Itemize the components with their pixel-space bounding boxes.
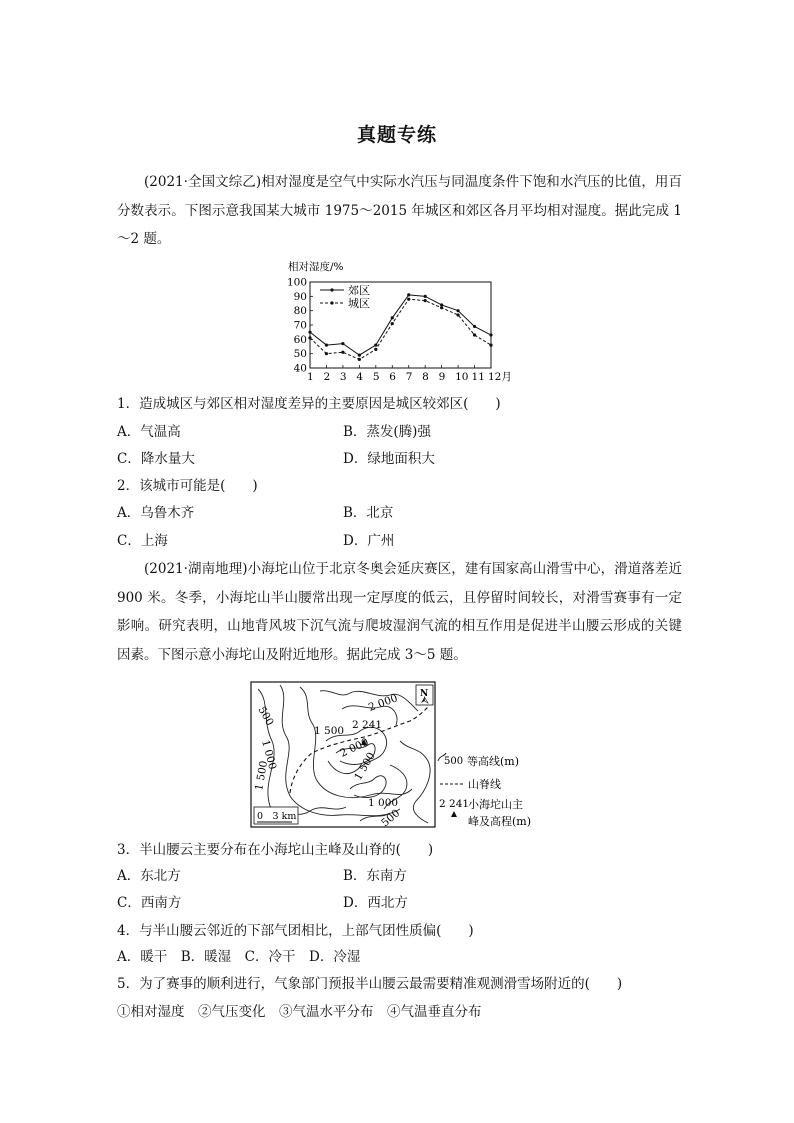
legend-contour-text: 等高线(m) [467,755,520,768]
x-tick-label: 2 [323,371,331,383]
question-2-stem: 该城市可能是( ) [139,478,258,494]
map-contour-label-5: 1 000 [368,797,399,809]
x-tick-label: 5 [372,371,380,383]
chart-ylabel: 相对湿度/% [288,261,344,273]
north-label: N [420,689,429,699]
question-5-stem: 为了赛事的顺利进行，气象部门预报半山腰云最需要精准观测滑雪场附近的( ) [139,976,623,992]
x-tick-label: 4 [356,371,364,383]
legend-peak-value: 2 241 [439,798,470,810]
question-3-option-b[interactable]: B．东南方 [343,868,407,884]
question-5-number: 5． [117,976,140,992]
series-2-point [473,333,476,336]
x-tick-label: 8 [422,371,429,383]
question-1-number: 1． [117,396,140,412]
x-tick-label: 1 [307,371,314,383]
y-tick-label: 70 [293,319,307,332]
series-1-point [391,316,394,319]
legend-label-2: 城区 [348,297,370,310]
page-title: 真题专练 [356,124,437,146]
question-1 [117,394,501,414]
legend-label-1: 郊区 [348,284,370,297]
series-1-point [424,295,427,298]
legend-peak-text-1: 小海坨山主 [468,798,523,811]
series-line-2 [310,299,491,359]
x-tick-label: 3 [339,371,347,383]
question-3-option-d[interactable]: D．西北方 [343,895,408,911]
y-tick-label: 80 [293,305,307,318]
series-2-point [341,351,344,354]
series-2-point [391,322,394,325]
y-tick-label: 50 [293,348,307,361]
topographic-map [250,681,550,831]
y-tick-label: 100 [286,276,307,289]
question-2-number: 2． [117,478,140,494]
series-1-point [456,309,459,312]
series-1-point [325,343,328,346]
series-2-point [424,299,427,302]
series-2-point [456,313,459,316]
question-2-option-d[interactable]: D．广州 [343,533,395,549]
question-3-option-a[interactable]: A．东北方 [117,868,181,884]
series-1-point [440,303,443,306]
intro-paragraph-1: (2021·全国文综乙)相对湿度是空气中实际水汽压与同温度条件下饱和水汽压的比值，用百分数表示。下图示意我国某大城市 1975～2015 年城区和郊区各月平均相对湿度。据此完成 1～2 题。 [117,174,682,247]
question-1-option-d[interactable]: D．绿地面积大 [343,451,435,467]
map-legend [438,753,531,828]
x-tick-label: 6 [389,371,396,383]
legend-peak-icon [451,811,457,817]
series-2-point [325,352,328,355]
x-tick-label: 9 [438,371,446,383]
question-3-option-c[interactable]: C．西南方 [117,895,182,911]
map-contour-label-9: 500 [379,807,403,830]
map-contour-label-8: 500 [255,704,276,728]
question-2-option-c[interactable]: C．上海 [117,533,168,549]
humidity-line-chart [270,258,520,388]
series-2-point [489,343,492,346]
question-1-option-c[interactable]: C．降水量大 [117,451,195,467]
question-1-stem: 造成城区与郊区相对湿度差异的主要原因是城区较郊区( ) [139,396,501,412]
intro-paragraph-2: (2021·湖南地理)小海坨山位于北京冬奥会延庆赛区，建有国家高山滑雪中心，滑道落差近 900 米。冬季，小海坨山半山腰常出现一定厚度的低云，且停留时间较长，对滑雪赛事有一定影响。研究表明，山地背风坡下沉气流与爬坡湿润气流的相互作用是促进半山腰云形成的关键因素。下图示意小海坨山及附近地形。据此完成 3～5 题。 [117,561,682,663]
map-contour-label-1: 2 000 [366,692,400,714]
series-1-point [407,293,410,296]
question-5 [117,974,622,994]
series-1-point [358,354,361,357]
legend-ridge-text: 山脊线 [468,778,501,791]
legend-marker-2 [330,301,333,304]
series-line-1 [310,295,491,355]
series-1-point [341,342,344,345]
series-2-point [407,298,410,301]
question-4 [117,921,474,941]
series-2-point [308,336,311,339]
legend-contour-sample: 500 [444,756,464,767]
question-4-stem: 与半山腰云邻近的下部气团相比，上部气团性质偏( ) [139,923,474,939]
question-2 [117,476,258,496]
map-label-peak: 2 241 [352,719,383,731]
question-1-option-b[interactable]: B．蒸发(腾)强 [343,424,431,440]
x-tick-label: 11 [471,371,485,383]
y-tick-label: 60 [293,333,307,346]
map-contour-label-6: 1 000 [259,738,279,771]
map-contour-label-3: 2 000 [338,736,371,760]
map-contour-label-2: 1 500 [314,725,345,737]
question-4-options[interactable]: A．暖干 B．暖湿 C．冷干 D．冷湿 [117,949,361,965]
north-arrow [416,685,433,705]
series-1-point [308,331,311,334]
y-tick-label: 90 [293,290,307,303]
chart-plot-frame [310,282,491,368]
series-1-point [489,333,492,336]
question-5-options[interactable]: ①相对湿度 ②气压变化 ③气温水平分布 ④气温垂直分布 [117,1004,482,1020]
legend-peak-text-2: 峰及高程(m) [468,815,532,828]
map-contour-label-7: 1 500 [352,750,378,783]
x-tick-label: 12月 [488,371,512,383]
question-4-number: 4． [117,923,140,939]
x-tick-label: 10 [455,371,469,383]
question-2-option-a[interactable]: A．乌鲁木齐 [117,505,195,521]
question-3 [117,840,433,860]
series-1-point [374,343,377,346]
scale-label: 0 3 km [257,811,297,822]
series-2-point [374,348,377,351]
legend-marker-1 [330,288,333,291]
question-3-number: 3． [117,842,140,858]
map-contour-label-4: 1 500 [253,759,271,792]
series-2-point [358,358,361,361]
series-2-point [440,306,443,309]
series-1-point [473,325,476,328]
question-1-option-a[interactable]: A．气温高 [117,424,181,440]
question-3-stem: 半山腰云主要分布在小海坨山主峰及山脊的( ) [139,842,434,858]
scale-bar [254,807,298,824]
question-2-option-b[interactable]: B．北京 [343,505,394,521]
x-tick-label: 7 [405,371,413,383]
y-tick-label: 40 [293,362,307,375]
